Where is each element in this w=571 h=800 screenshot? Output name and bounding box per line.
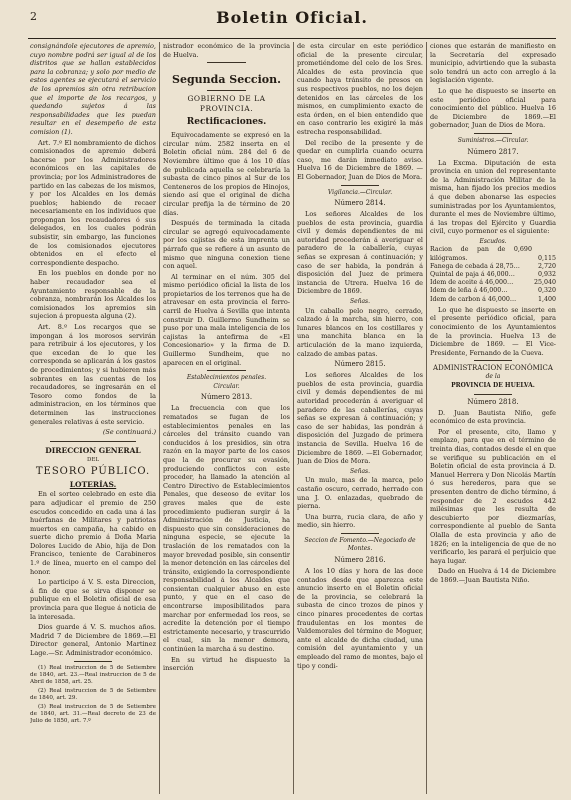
section-heading: Señas. bbox=[349, 298, 371, 306]
divider bbox=[474, 133, 512, 134]
paragraph: Al terminar en el núm. 305 del mismo periódico oficial la lista de los propietarios de los terrenos que ha de atravesar en esta provincia el ferro-carril de Huelva á Sevilla que intenta construir D. Guillermo Sundheim se puso por una mala inteligencia de los cajistas la antefirma de «El Concesionario» y la firma de D. Guillermo Sundheim, que no aparecen en el original. bbox=[163, 272, 290, 367]
paragraph: En su virtud he dispuesto la inserción bbox=[163, 655, 290, 673]
column-rule bbox=[293, 42, 294, 794]
paragraph: Después de terminada la citada circular se agregó equivocadamente por los cajistas de esta imprenta un párrafo que se refiere á un asunto de mismo que ninguna conexion tiene con aquel. bbox=[163, 219, 290, 271]
paragraph: Lo que he dispuesto se inserte en el presente periódico oficial, para conocimiento de los Ayuntamientos de la provincia. Huelva 13 de Diciembre de 1869. — El Vice-Presidente, Fernando de la Cueva. bbox=[430, 305, 556, 357]
column-1 bbox=[30, 42, 156, 794]
price-label: Idem de leña á 46,000… bbox=[430, 287, 508, 295]
paragraph: de esta circular en este periódico oficial de la presente circular, prometiéndome del celo de los Sres. Alcaldes de esta provincia que cuando haya tránsito de presos en sus respectivos pueblos, no los dejen detenidos en las cárceles de los mismos, en cumplimiento exacto de esta órden, en el bien entendido que en caso contrario les exigiré la más estrecha responsabilidad. bbox=[297, 42, 423, 136]
price-value: 25,040 bbox=[533, 279, 556, 287]
divider bbox=[207, 370, 246, 371]
column-rule bbox=[159, 42, 160, 794]
column-3 bbox=[297, 42, 423, 794]
divider bbox=[341, 185, 379, 186]
paragraph: D. Juan Bautista Niño, gefe económico de esta provincia. bbox=[430, 408, 556, 426]
paragraph: En el sorteo celebrado en este dia para adjudicar el premio de 250 escudos concedido en cada una á las huérfanas de Militares y patriotas muertos en campaña, ha cabido en suerte dicho premio á Doña Maria Dolores Lucido de Abio, hija de Don Francisco, teniente de Carabineros 1.º de línea, muerto en el campo del honor. bbox=[30, 490, 156, 576]
price-value: 2,720 bbox=[537, 262, 556, 270]
paragraph: consignándole ejecutores de apremio, cuyo nombre podrá ser igual al de los distritos que se hallan establecidos para la cobranza; y solo por medio de estos agentes se ejecutará el servicio de los apremios sin otra retribucion que el importe de los recargos, y quedando sujetos á las responsabilidades que les puedan resultar en el desempeño de esta comision (1). bbox=[30, 42, 156, 136]
section-heading: DIRECCION GENERAL bbox=[45, 445, 141, 455]
footnote: (1) Real instruccion de 5 de Setiembre de 1840, art. 23.—Real instruccion de 5 de Abril de 1858, art. 25. bbox=[30, 664, 156, 685]
order-number: Número 2817. bbox=[467, 147, 519, 156]
price-value: 0,320 bbox=[537, 287, 556, 295]
paragraph: Una burra, rucia clara, de año y medio, sin hierro. bbox=[297, 512, 423, 530]
section-heading: ADMINISTRACION ECONÓMICA bbox=[433, 364, 553, 373]
order-number: Número 2813. bbox=[200, 393, 253, 402]
divider bbox=[474, 360, 512, 361]
price-row bbox=[430, 279, 556, 287]
price-row bbox=[430, 287, 556, 295]
price-value: 0,115 bbox=[537, 254, 556, 262]
paragraph: Un mulo, mas de la marca, pelo castaño oscuro, cerrado, herrado con una J. O. enlazadas, quebrado de pierna. bbox=[297, 476, 423, 511]
paragraph: Dios guarde á V. S. muchos años. Madrid 7 de Diciembre de 1869.—El Director general, Antonio Martinez Lage.—Sr. Administrador económico. bbox=[30, 623, 156, 657]
order-number: Número 2816. bbox=[334, 556, 386, 565]
order-number: Número 2818. bbox=[467, 397, 519, 406]
paragraph: ciones que estarán de manifiesto en la Secretaría del expresado municipio, advirtiendo que la subasta solo tendrá un acto con arreglo á la legislación vigente. bbox=[430, 42, 556, 85]
paragraph: Lo participo á V. S. esta Direccion, á fin de que se sirva disponer se publique en el Boletin oficial de esa provincia para que llegue á noticia de la interesada. bbox=[30, 578, 156, 621]
paragraph: La frecuencia con que los rematados se fugan de los establecimientos penales en las cárceles del tránsito cuando van conducidos á los presidios, sin otra razón en la mayor parte de los casos que la de procurar su evasión, produciendo conflictos con este proceder, ha llamado la atención al Centro Directivo de Establecimientos Penales, que deseoso de evitar los graves males que de este procedimiento pudieran surgir á la Administración de Justicia, ha dispuesto que sin consideraciones de ninguna especie, se ejecute la traslación de los rematados con la mayor brevedad posible, sin consentir la menor detención en las cárceles del tránsito, exigiendo la correspondiente responsabilidad á los Alcaldes que consientan cualquier abuso en este punto, y que en el caso de encontrarse imposibilitados para marchar por enfermedad los reos, se acredite la detención por el tiempo estrictamente necesario, y trascurrido el cual, sin la menor demora, continúen la marcha á su destino. bbox=[163, 404, 290, 654]
masthead bbox=[28, 4, 556, 39]
footnote: (3) Real instruccion de 5 de Setiembre de 1840, art. 31.—Real decreto de 23 de Julio de 1850, art. 7.º bbox=[30, 703, 156, 724]
section-heading: Rectificaciones. bbox=[186, 117, 267, 128]
section-heading: Suministros.—Circular. bbox=[457, 136, 529, 144]
paragraph: Lo que he dispuesto se inserte en este periódico oficial para conocimiento del público. Huelva 16 de Diciembre de 1869.—El gobernador, Juan de Dios de Mora. bbox=[430, 86, 556, 130]
divider bbox=[74, 661, 112, 662]
divider bbox=[474, 394, 512, 395]
section-heading: de la bbox=[485, 373, 501, 381]
price-table bbox=[430, 246, 556, 303]
divider bbox=[341, 533, 379, 534]
price-row bbox=[430, 263, 556, 271]
price-row bbox=[430, 246, 556, 262]
paragraph: Un caballo pelo negro, cerrado, calzado á la marcha, sin hierro, con lunares blancos en los costillares y una manchita blanca en la articulación de la mano izquierda, calzado de ambas patas. bbox=[297, 306, 423, 358]
paragraph: nistrador económico de la provincia de Huelva. bbox=[163, 42, 290, 59]
price-label: Fanega de cebada á 28,75… bbox=[430, 262, 520, 270]
paragraph: Los señores Alcaldes de los pueblos de esta provincia, guardia civil y demás dependientes de mi autoridad procederán á averiguar el paradero de la caballería, cuyas señas se expresan á continuación; y caso de ser habida, la pondrán á disposición del Juez de primera instancia de Utrera. Huelva 16 de Diciembre de 1869. bbox=[297, 210, 423, 296]
paragraph: Dado en Huelva á 14 de Diciembre de 1869.—Juan Bautista Niño. bbox=[430, 567, 556, 584]
section-heading: DEL bbox=[86, 456, 100, 463]
section-heading: Vigilancia.—Circular. bbox=[327, 188, 393, 196]
paragraph: Los señores Alcaldes de los pueblos de esta provincia, guardia civil y demás dependientes de mi autoridad procederán á averiguar el paradero de las caballerías, cuyas señas se expresan á continuación; y caso de ser habidas, las pondrán á disposición del Juzgado de primera instancia de Sevilla. Huelva 16 de Diciembre de 1869. —El Gobernador, Juan de Dios de Mora. bbox=[297, 371, 423, 466]
paragraph: Equivocadamente se expresó en la circular núm. 2582 inserta en el Boletin oficial núm. 284 del 6 de Noviembre último que á los 10 días de publicada aquella se celebraría la subasta de cinco pinos al Sur de los Centeneros de los propios de Hinojos, siendo así que el original de dicha circular prefija la de término de 20 días. bbox=[163, 131, 290, 217]
section-heading: Segunda Seccion. bbox=[172, 73, 281, 87]
section-heading: Seccion de Fomento.—Negociado de Montes. bbox=[304, 536, 416, 553]
price-value: 1,400 bbox=[537, 295, 556, 303]
journal-title: Boletin Oficial. bbox=[216, 8, 368, 27]
divider bbox=[207, 62, 246, 63]
price-value: 0,932 bbox=[537, 271, 556, 279]
paragraph: La Excma. Diputación de esta provincia en union del representante de la Administración Militar de la misma, han fijado los precios medios á que deben abonarse las especies suministradas por los Ayuntamientos, durante el mes de Noviembre último, á las tropas del Ejército y Guardia civil, cuyo pormenor es el siguiente: bbox=[430, 158, 556, 236]
price-row bbox=[430, 296, 556, 304]
section-heading: TESORO PÚBLICO. bbox=[35, 466, 151, 478]
section-heading: Señas. bbox=[349, 467, 371, 475]
paragraph: Art. 7.º El nombramiento de dichos comisionados de apremio deberá hacerse por los Administradores económicos en las capitales de provincia; por los Administradores de partido en las cabezas de los mismos, y por los Alcaldes en los demás pueblos; habiendo de recaer necesariamente en los individuos que propongan los recaudadores ó sus delegados, en los cuales podrán subsistir, sin embargo, las funciones de los comisionados ejecutores obtenidos en el efecto el correspondiente despacho. bbox=[30, 138, 156, 267]
section-heading: PROVINCIA DE HUELVA. bbox=[451, 382, 535, 390]
price-label: Quintal de paja á 46,000… bbox=[430, 271, 515, 279]
order-number: Número 2815. bbox=[334, 360, 386, 369]
column-2 bbox=[163, 42, 290, 794]
section-heading: LOTERÍAS. bbox=[69, 480, 117, 490]
divider bbox=[50, 441, 136, 442]
continued-note: (Se continuará.) bbox=[102, 428, 156, 437]
price-label: Idem de carbon á 46,000… bbox=[430, 295, 517, 303]
price-row bbox=[430, 271, 556, 279]
column-4 bbox=[430, 42, 556, 794]
paragraph: Por el presente, cito, llamo y emplazo, para que en el término de treinta dias, contados desde el en que se verifique su publicación en el Boletin oficial de esta provincia á D. Manuel Herrera y Don Nicolás Martín ó sus herederos, para que se presenten dentro de dicho término, á responder de 2 escudos 442 milésimas que les resulta de descubierto por diezmarías, correspondiente al pueblo de Santa Olalla de esta provincia y año de 1826; en la inteligencia de que de no verificarlo, les parará el perjuicio que haya lugar. bbox=[430, 427, 556, 565]
section-heading: Circular. bbox=[213, 382, 240, 390]
order-number: Número 2814. bbox=[334, 199, 386, 208]
paragraph: A los 10 días y hora de las doce contados desde que aparezca este anuncio inserto en el Boletin oficial de la provincia, se celebrará la subasta de cinco trozos de pinos y cinco pinares procedentes de cortas fraudulentas en los montes de Valdemorales del término de Moguer, ante el alcalde de dicha ciudad, una comisión del ayuntamiento y un empleado del ramo de montes, bajo el tipo y condi- bbox=[297, 567, 423, 670]
section-heading: Establecimientos penales. bbox=[186, 374, 267, 382]
section-heading: GOBIERNO DE LA PROVINCIA. bbox=[187, 94, 266, 114]
column-rule bbox=[426, 42, 427, 794]
price-label: Idem de aceite á 46,000… bbox=[430, 279, 514, 287]
table-header: Escudos. bbox=[479, 237, 507, 245]
paragraph: En los pueblos en donde por no haber recaudador sea el Ayuntamiento responsable de la cobranza, nombrarán los Alcaldes los comisionados los apremios sin sujecion á propuesta alguna (2). bbox=[30, 269, 156, 321]
page-number: 2 bbox=[30, 10, 37, 23]
divider bbox=[207, 90, 246, 91]
paragraph: Del recibo de la presente y de quedar en cumplirla cuando ocurra caso, me darán inmediato aviso. Huelva 16 de Diciembre de 1869. —El Gobernador, Juan de Dios de Mora. bbox=[297, 138, 423, 181]
footnote: (2) Real instruccion de 5 de Setiembre de 1840, art. 29. bbox=[30, 687, 156, 701]
price-label: Racion de pan de 0,690 kilógramos. bbox=[430, 246, 532, 262]
paragraph: Art. 8.º Los recargos que se impongan á los morosos servirán para retribuir á los ejecutores, y los que excedan de lo que les corresponda se aplicarán á los gastos de procedimientos; y si hubieren más sobrantes en las cuentas de los recaudadores, se ingresarán en el Tesoro como fondos de la administracion, en los términos que determinen las instrucciones generales relativas á este servicio. bbox=[30, 323, 156, 426]
